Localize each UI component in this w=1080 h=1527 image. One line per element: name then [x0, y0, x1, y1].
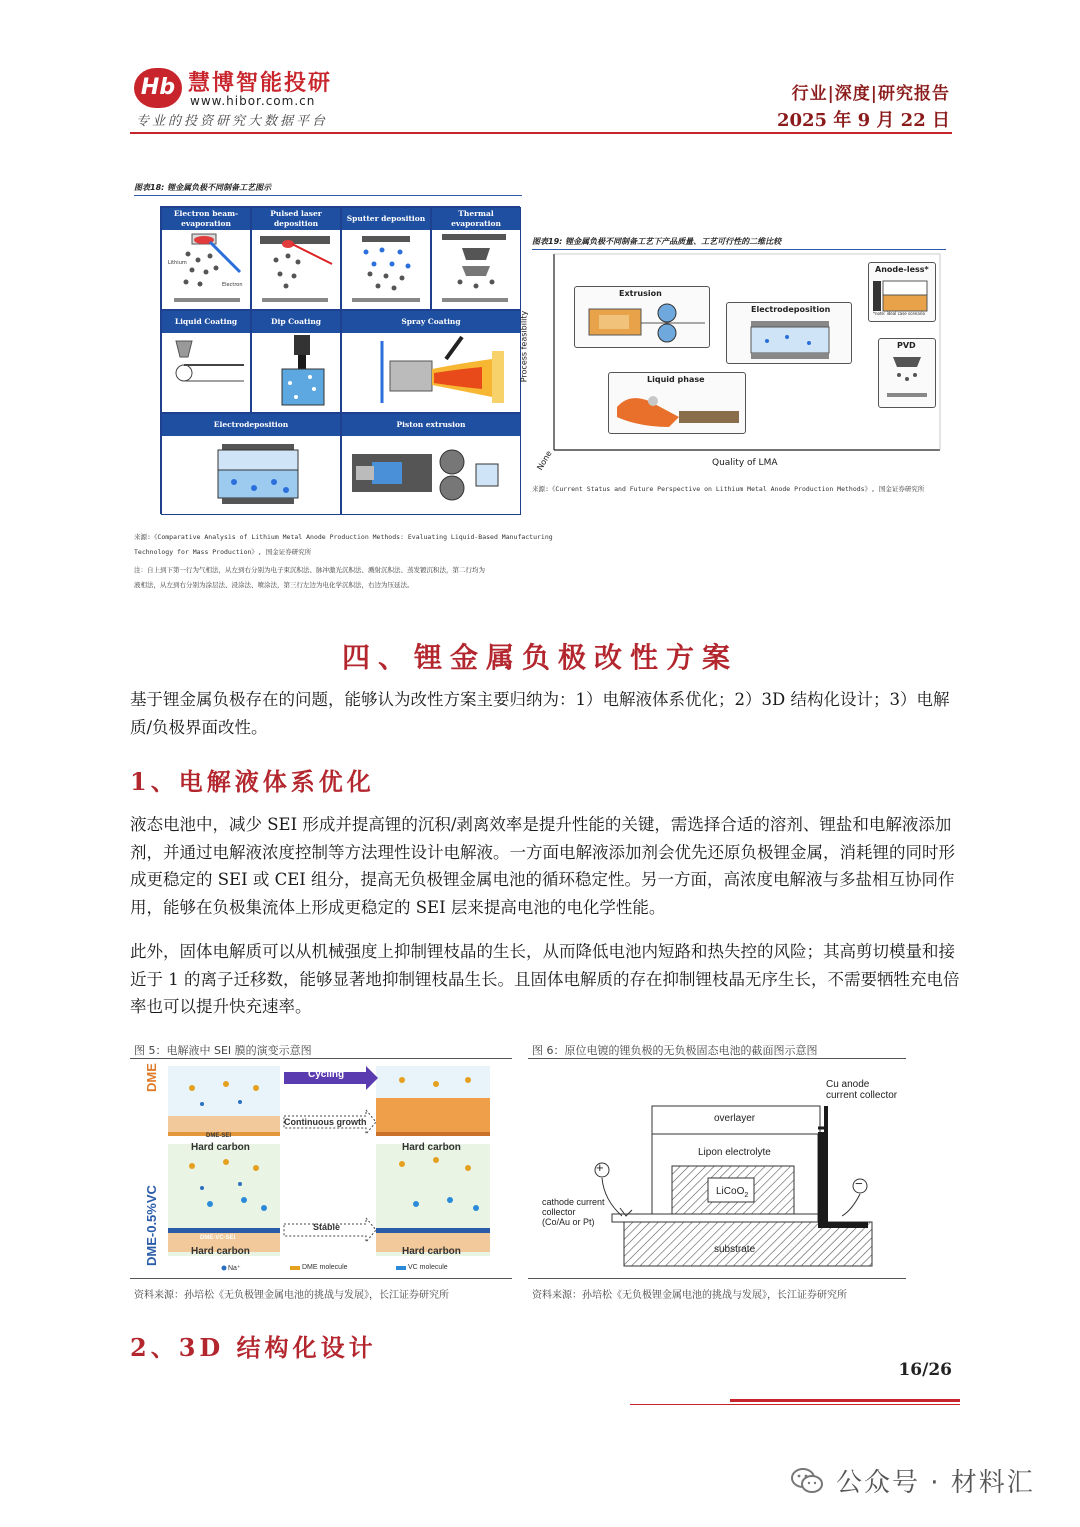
fig5-legend-dme: DME molecule: [302, 1264, 348, 1271]
fig19-chart: [519, 250, 942, 480]
fig18-source-1: 来源:《Comparative Analysis of Lithium Metal Anode Production Methods: Evaluating Liquid-Based Manufacturing: [134, 533, 553, 541]
fig6-caption-rule: [528, 1058, 906, 1059]
fig5-legend-vc: VC molecule: [408, 1264, 448, 1271]
fig19-electrodeposition-box: Electrodeposition: [726, 302, 852, 364]
fig5-hard-carbon-3: Hard carbon: [191, 1246, 250, 1257]
fig5-cycling-label: Cycling: [308, 1069, 345, 1080]
fig6-minus-icon: −: [855, 1176, 863, 1191]
fig5-dme-vc-sei-label: DME-VC-SEI: [200, 1235, 236, 1241]
dip-coating-illustration: [252, 333, 340, 413]
fig5-caption-rule: [130, 1058, 512, 1059]
fig18-cell-pld: [251, 207, 341, 310]
fig5-stable-label: Stable: [313, 1222, 341, 1232]
fig5-hard-carbon-4: Hard carbon: [402, 1246, 461, 1257]
thermal-illustration: [432, 230, 520, 310]
svg-text:Electron: Electron: [222, 282, 243, 288]
fig19-origin-label: None: [535, 449, 554, 472]
fig6-overlayer-label: overlayer: [714, 1113, 756, 1124]
fig19-xlabel: Quality of LMA: [712, 458, 778, 468]
fig5-dme-sei-label: DME-SEI: [206, 1133, 232, 1139]
footer-rule: [630, 1404, 960, 1405]
cell-label: Pulsed laser deposition: [252, 208, 340, 230]
fig18-title: 图表18: 锂金属负极不同制备工艺图示: [134, 183, 272, 192]
fig18-note-1: 注：自上到下第一行为气相法，从左到右分别为电子束沉积法、脉冲激光沉积法、溅射沉积法、蒸发镀沉积法，第二行均为: [134, 566, 485, 574]
section-title: 四、锂金属负极改性方案: [341, 641, 738, 674]
spray-coating-illustration: [342, 333, 520, 413]
fig19-ylabel: Process feasibility: [519, 310, 529, 383]
ebeam-illustration: [162, 230, 250, 310]
fig5-source: 资料来源：孙培松《无负极锂金属电池的挑战与发展》，长江证券研究所: [134, 1290, 449, 1301]
wechat-icon: [790, 1466, 824, 1496]
fig5-hard-carbon-2: Hard carbon: [402, 1142, 461, 1153]
fig6-cathode-cc-label: cathode current collector (Co/Au or Pt): [542, 1197, 605, 1227]
fig5-dme-label: DME: [144, 1063, 159, 1092]
brand-url[interactable]: www.hibor.com.cn: [190, 94, 316, 108]
subsection-title-2: 2、3D 结构化设计: [130, 1333, 377, 1362]
paragraph-2: 此外，固体电解质可以从机械强度上抑制锂枝晶的生长，从而降低电池内短路和热失控的风险；其高剪切模量和接近于 1 的离子迁移数，能够显著地抑制锂枝晶生长。且固体电解质的存在抑制锂枝晶无序生长，不需要牺牲充电倍率也可以提升快充速率。: [130, 942, 960, 1016]
fig18-cell-sputter: [341, 207, 431, 310]
fig18-cell-electrodeposition: [161, 413, 341, 515]
page-number: 16/26: [898, 1360, 952, 1380]
fig18-cell-liquid-coating: [161, 310, 251, 413]
fig18-cell-ebeam: [161, 207, 251, 310]
svg-text:Lithium: Lithium: [168, 260, 187, 266]
fig6-caption: 图 6：原位电镀的锂负极的无负极固态电池的截面图示意图: [532, 1044, 818, 1057]
cell-label: Thermal evaporation: [432, 208, 520, 230]
fig5-dme-vc-label: DME-0.5%VC: [144, 1185, 159, 1266]
brand-name: 慧博智能投研: [188, 71, 333, 96]
fig18-panel-grid: [160, 206, 520, 514]
liquid-coating-illustration: [162, 333, 250, 413]
paragraph-1: 液态电池中，减少 SEI 形成并提高锂的沉积/剥离效率是提升性能的关键，需选择合适的溶剂、锂盐和电解液添加剂，并通过电解液浓度控制等方法理性设计电解液。一方面电解液添加剂会优先还原负极锂金属，消耗锂的同时形成更稳定的 SEI 或 CEI 组分，提高无负极锂金属电池的循环稳定性。另一方面，高浓度电解液与多盐相互协同作用，能够在负极集流体上形成更稳定的 SEI 层来提高电池的电化学性能。: [130, 815, 955, 917]
cell-label: Dip Coating: [252, 311, 340, 333]
piston-illustration: [342, 436, 520, 514]
fig19-pvd-box: PVD: [878, 338, 936, 408]
fig18-cell-dip-coating: [251, 310, 341, 413]
fig5-growth-label: Continuous growth: [284, 1117, 367, 1127]
fig19-anode-less-box: Anode-less* *note: ideal case scenario: [868, 262, 936, 322]
fig18-cell-thermal: [431, 207, 521, 310]
fig18-note-2: 液相法，从左到右分别为涂层法、浸涂法、喷涂法，第三行左边为电化学沉积法，右边为压延法。: [134, 581, 414, 589]
cell-label: Electron beam-evaporation: [162, 208, 250, 230]
fig18-cell-piston: [341, 413, 521, 515]
cell-label: Piston extrusion: [342, 414, 520, 436]
fig6-lipon-label: Lipon electrolyte: [698, 1147, 771, 1158]
fig18-cell-spray-coating: [341, 310, 521, 413]
fig5-illustration: [140, 1064, 496, 1276]
watermark-text: 公众号 · 材料汇: [836, 1468, 1035, 1498]
brand-slogan: 专业的投资研究大数据平台: [136, 114, 329, 129]
cell-label: Spray Coating: [342, 311, 520, 333]
brand-logo: Hb: [134, 68, 182, 108]
header-divider: [130, 132, 952, 134]
fig6-source: 资料来源：孙培松《无负极锂金属电池的挑战与发展》，长江证券研究所: [532, 1290, 847, 1301]
fig19-title: 图表19: 锂金属负极不同制备工艺下产品质量、工艺可行性的二维比较: [532, 237, 782, 246]
cell-label: Sputter deposition: [342, 208, 430, 230]
fig5-caption: 图 5：电解液中 SEI 膜的演变示意图: [134, 1044, 312, 1057]
sputter-illustration: [342, 230, 430, 310]
cell-label: Electrodeposition: [162, 414, 340, 436]
fig19-liquid-phase-box: Liquid phase: [608, 372, 746, 434]
report-type: 行业|深度|研究报告: [791, 84, 950, 104]
footer-accent-rule: [730, 1399, 960, 1402]
fig5-hard-carbon-1: Hard carbon: [191, 1142, 250, 1153]
fig6-plus-icon: +: [596, 1160, 604, 1175]
report-date: 2025 年 9 月 22 日: [776, 110, 950, 131]
fig19-source: 来源:《Current Status and Future Perspective on Lithium Metal Anode Production Methods》, 国金证券研究所: [532, 485, 925, 493]
fig5-bottom-rule: [130, 1278, 512, 1279]
pld-illustration: [252, 230, 340, 310]
fig6-licoo2-label: LiCoO$_2$: [716, 1186, 749, 1199]
fig6-substrate-label: substrate: [714, 1244, 756, 1255]
electrodeposition-illustration: [162, 436, 340, 514]
fig5-legend-na: Na⁺: [228, 1265, 241, 1272]
section-intro: 基于锂金属负极存在的问题，能够认为改性方案主要归纳为：1）电解液体系优化；2）3D 结构化设计；3）电解质/负极界面改性。: [130, 690, 950, 737]
fig6-bottom-rule: [528, 1278, 906, 1279]
fig18-source-2: Technology for Mass Production》, 国金证券研究所: [134, 548, 312, 556]
subsection-title-1: 1、电解液体系优化: [130, 767, 375, 796]
cell-label: Liquid Coating: [162, 311, 250, 333]
fig19-extrusion-box: Extrusion: [574, 286, 710, 348]
fig6-cu-anode-label: Cu anode current collector: [826, 1079, 898, 1101]
fig18-title-rule: [134, 195, 522, 196]
